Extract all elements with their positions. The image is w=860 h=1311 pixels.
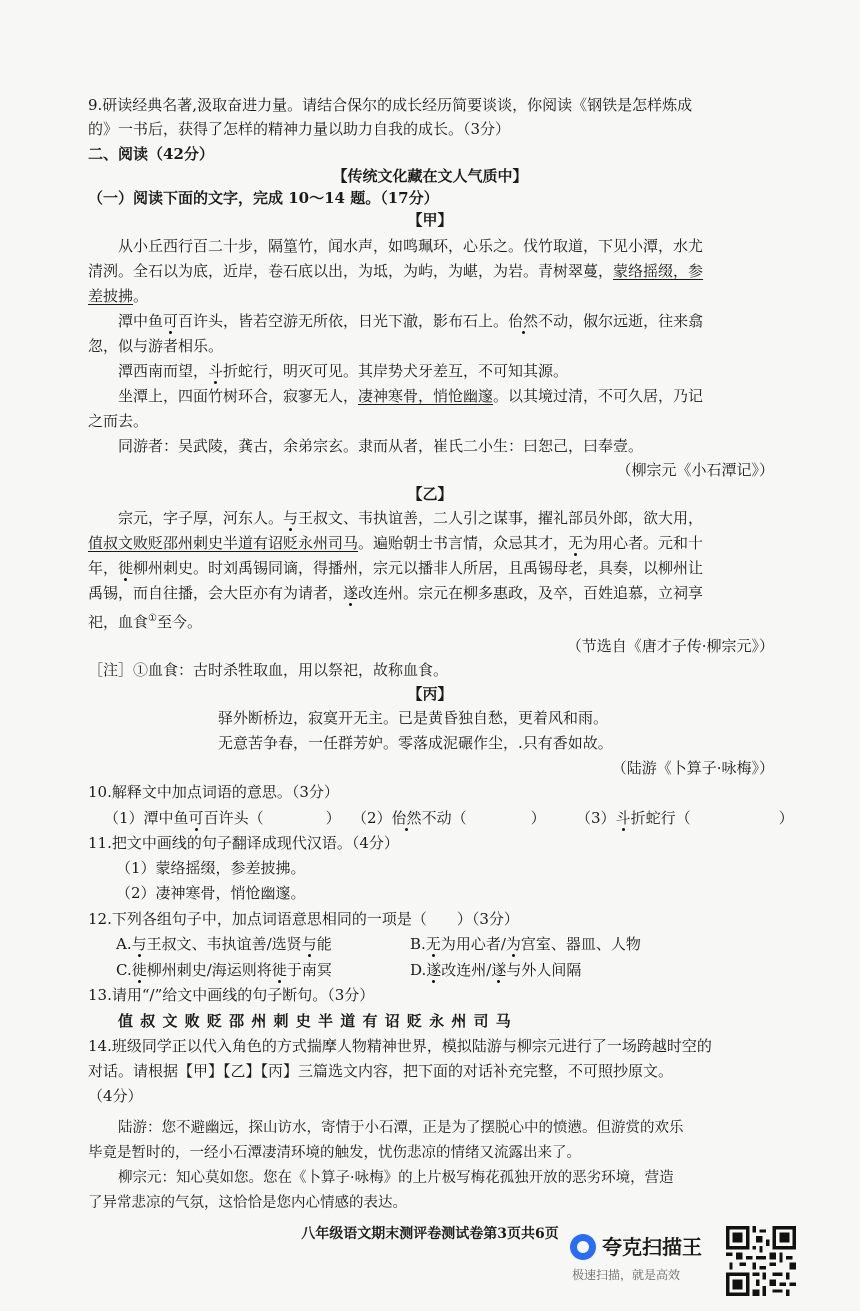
q13-sentence: 值 叔 文 败 贬 邵 州 刺 史 半 道 有 诏 贬 永 州 司 马 bbox=[118, 1012, 512, 1030]
q12-text: B. bbox=[410, 935, 426, 953]
jia-p1-line1: 从小丘西行百二十步，隔篁竹，闻水声，如鸣珮环，心乐之。伐竹取道，下见小潭，水尤 bbox=[118, 237, 704, 255]
jia-p4-line2: 之而去。 bbox=[88, 412, 149, 430]
yi-text: 年， bbox=[88, 559, 119, 577]
yi-text: 祀，血食 bbox=[88, 613, 149, 631]
q10-item-2 bbox=[352, 806, 546, 831]
q10-text: （1）潭中鱼 bbox=[104, 809, 189, 827]
jia-p4-line1 bbox=[118, 384, 703, 409]
q10-text: 百许头（ bbox=[203, 809, 264, 827]
q12-text: 与外人间隔 bbox=[506, 961, 582, 979]
qr-code-icon bbox=[726, 1226, 796, 1296]
q12-option-d[interactable] bbox=[410, 958, 581, 983]
bing-source: （陆游《卜算子·咏梅》） bbox=[611, 759, 774, 777]
dotted-word-yiran: 佁然 bbox=[391, 809, 422, 827]
q12-option-b[interactable] bbox=[410, 932, 641, 957]
q10-stem: 10.解释文中加点词语的意思。（3分） bbox=[88, 783, 339, 801]
jia-p2-line2: 忽，似与游者相乐。 bbox=[88, 337, 224, 355]
dotted-word-dou: 斗 bbox=[208, 362, 224, 380]
jia-p5: 同游者：吴武陵，龚古，余弟宗玄。隶而从者，崔氏二小生：曰恕己，曰奉壹。 bbox=[118, 437, 644, 455]
dialog-luyou-2: 毕竟是暂时的，一经小石潭凄清环境的触发，忧伤悲凉的情绪又流露出来了。 bbox=[88, 1145, 581, 1161]
q12-text: 于南冥 bbox=[286, 961, 332, 979]
q9-line2: 的》一书后，获得了怎样的精神力量以助力自我的成长。（3分） bbox=[88, 120, 511, 138]
dotted-word: 徙 bbox=[131, 961, 147, 979]
yi-line5 bbox=[88, 606, 202, 635]
dotted-word: 徙 bbox=[271, 961, 287, 979]
page-footer: 八年级语文期末测评卷测试卷第3页共6页 bbox=[301, 1226, 559, 1242]
dotted-word: 遂 bbox=[491, 961, 507, 979]
dialog-liuzongyuan-2: 了异常悲凉的气氛，这恰恰是您内心情感的表达。 bbox=[88, 1195, 407, 1211]
jia-p2-line1 bbox=[118, 309, 703, 334]
jia-underlined-1a: 蒙络摇缀，参 bbox=[613, 262, 704, 280]
yi-line1 bbox=[118, 506, 703, 531]
jia-text: 潭西南而望， bbox=[118, 362, 209, 380]
jia-text: 。 bbox=[133, 287, 149, 305]
q10-text: （3） bbox=[576, 809, 616, 827]
q10-text: 折蛇行（ bbox=[630, 809, 691, 827]
q12-text: D. bbox=[410, 961, 427, 979]
q12-option-c[interactable] bbox=[116, 958, 332, 983]
q12-text: 王叔文、韦执谊善/选贤 bbox=[146, 935, 302, 953]
yi-text: 柳州刺史。时刘禹锡同谪，得播州，宗元以播非人所居，且禹锡母老，具奏，以柳州让 bbox=[133, 559, 704, 577]
q12-text: 改连州/ bbox=[441, 961, 492, 979]
q10-item-1 bbox=[104, 806, 341, 831]
q10-text: ） bbox=[530, 809, 546, 827]
jia-underlined-2: 凄神寒骨，悄怆幽邃 bbox=[358, 387, 494, 405]
passage-bing-title: 【丙】 bbox=[407, 685, 453, 703]
jia-text: 坐潭上，四面竹树环合，寂寥无人， bbox=[118, 387, 359, 405]
yi-text: 为用心者。元和十 bbox=[583, 534, 704, 552]
dialog-luyou-1: 陆游：您不避幽远，探山访水，寄情于小石潭，正是为了摆脱心中的愤懑。但游赏的欢乐 bbox=[118, 1120, 684, 1136]
poem-line1: 驿外断桥边，寂寞开无主。已是黄昏独自愁，更着风和雨。 bbox=[218, 709, 609, 727]
footnote-marker: ① bbox=[148, 613, 157, 624]
jia-p3 bbox=[118, 359, 568, 384]
jia-text: 清洌。全石以为底，近岸，卷石底以出，为坻，为屿，为嵁，为岩。青树翠蔓， bbox=[88, 262, 614, 280]
yi-line2 bbox=[88, 531, 703, 556]
yi-text: 宗元，字子厚，河东人。 bbox=[118, 509, 284, 527]
dialog-liuzongyuan-1: 柳宗元：知心莫如您。您在《卜算子·咏梅》的上片极写梅花孤独开放的恶劣环境，营造 bbox=[118, 1170, 674, 1186]
q14-line3: （4分） bbox=[88, 1087, 143, 1105]
dotted-word-sui: 遂 bbox=[343, 584, 359, 602]
q10-text: （2） bbox=[352, 809, 392, 827]
jia-p1-line2 bbox=[88, 259, 703, 284]
dotted-word-xi: 徙 bbox=[118, 559, 134, 577]
yi-text: 改连州。宗元在柳多惠政，及卒，百姓追慕，立祠享 bbox=[358, 584, 704, 602]
q12-text: A. bbox=[116, 935, 132, 953]
jia-underlined-1b: 差披拂 bbox=[88, 287, 134, 305]
section-2-heading: 二、阅读（42分） bbox=[88, 145, 214, 163]
dotted-word-yiran: 佁然 bbox=[508, 312, 539, 330]
q12-text: 能 bbox=[316, 935, 332, 953]
brand-slogan: 极速扫描，就是高效 bbox=[572, 1268, 681, 1282]
q11-sentence-1: （1）蒙络摇缀，参差披拂。 bbox=[116, 859, 306, 877]
theme-title: 【传统文化藏在文人气质中】 bbox=[332, 167, 528, 185]
q12-option-a[interactable] bbox=[116, 932, 332, 957]
q12-text: C. bbox=[116, 961, 132, 979]
yi-underlined: 值叔文败贬邵州刺史半道有诏贬永州司马 bbox=[88, 534, 359, 552]
quark-logo-icon bbox=[570, 1234, 596, 1260]
q11-sentence-2: （2）凄神寒骨，悄怆幽邃。 bbox=[116, 884, 306, 902]
dotted-word: 遂 bbox=[426, 961, 442, 979]
yi-text: 禹锡，而自往播，会大臣亦有为请者， bbox=[88, 584, 344, 602]
brand-name: 夸克扫描王 bbox=[602, 1235, 702, 1259]
passage-yi-title: 【乙】 bbox=[407, 485, 453, 503]
dotted-word: 无 bbox=[425, 935, 441, 953]
jia-text: 折蛇行，明灭可见。其岸势犬牙差互，不可知其源。 bbox=[223, 362, 569, 380]
jia-text: 潭中鱼 bbox=[118, 312, 164, 330]
q10-item-3 bbox=[576, 806, 794, 831]
dotted-word-ke: 可 bbox=[163, 312, 179, 330]
jia-source: （柳宗元《小石潭记》） bbox=[616, 461, 774, 479]
jia-text: 百许头，皆若空游无所依，日光下澈，影布石上。 bbox=[178, 312, 509, 330]
q12-text: 宫室、器皿、人物 bbox=[520, 935, 641, 953]
passage-jia-title: 【甲】 bbox=[407, 211, 453, 229]
jia-p1-line3 bbox=[88, 284, 148, 309]
q11-stem: 11.把文中画线的句子翻译成现代汉语。（4分） bbox=[88, 834, 399, 852]
yi-text: 。遍贻朝士书言情，众忌其才， bbox=[358, 534, 569, 552]
yi-source: （节选自《唐才子传·柳宗元》） bbox=[566, 637, 774, 655]
q14-line1: 14.班级同学正以代入角色的方式揣摩人物精神世界，模拟陆游与柳宗元进行了一场跨越时空的 bbox=[88, 1037, 712, 1055]
poem-line2: 无意苦争春，一任群芳妒。零落成泥碾作尘，.只有香如故。 bbox=[218, 734, 613, 752]
q10-text: 不动（ bbox=[421, 809, 467, 827]
dotted-word-yu: 与 bbox=[283, 509, 299, 527]
dotted-word-wu: 无 bbox=[568, 534, 584, 552]
dotted-word: 与 bbox=[131, 935, 147, 953]
q14-line2: 对话。请根据【甲】【乙】【丙】三篇选文内容，把下面的对话补充完整，不可照抄原文。 bbox=[88, 1062, 674, 1080]
dotted-word-ke: 可 bbox=[188, 809, 204, 827]
jia-text: 。以其境过清，不可久居，乃记 bbox=[493, 387, 704, 405]
dotted-word-dou: 斗 bbox=[615, 809, 631, 827]
yi-text: 至今。 bbox=[156, 613, 202, 631]
q12-stem: 12.下列各组句子中，加点词语意思相同的一项是（ ）（3分） bbox=[88, 910, 519, 928]
dotted-word: 为 bbox=[505, 935, 521, 953]
dotted-word: 与 bbox=[301, 935, 317, 953]
q12-text: 为用心者/ bbox=[440, 935, 506, 953]
yi-line3 bbox=[88, 556, 703, 581]
scanner-watermark bbox=[570, 1228, 720, 1298]
jia-text: 不动，俶尔远逝，往来翕 bbox=[538, 312, 704, 330]
q13-stem: 13.请用“/”给文中画线的句子断句。（3分） bbox=[88, 986, 375, 1004]
footnote: ［注］①血食：古时杀牲取血，用以祭祀，故称血食。 bbox=[88, 661, 449, 679]
yi-line4 bbox=[88, 581, 703, 606]
q9-line1: 9.研读经典名著,汲取奋进力量。请结合保尔的成长经历简要谈谈，你阅读《钢铁是怎样炼成 bbox=[88, 96, 693, 114]
part-1-heading: （一）阅读下面的文字，完成 10～14 题。（17分） bbox=[88, 189, 439, 207]
q10-text: ） bbox=[325, 809, 341, 827]
q12-text: 柳州刺史/海运则将 bbox=[146, 961, 272, 979]
yi-text: 王叔文、韦执谊善，二人引之谋事，擢礼部员外郎，欲大用， bbox=[298, 509, 704, 527]
q10-text: ） bbox=[778, 809, 794, 827]
